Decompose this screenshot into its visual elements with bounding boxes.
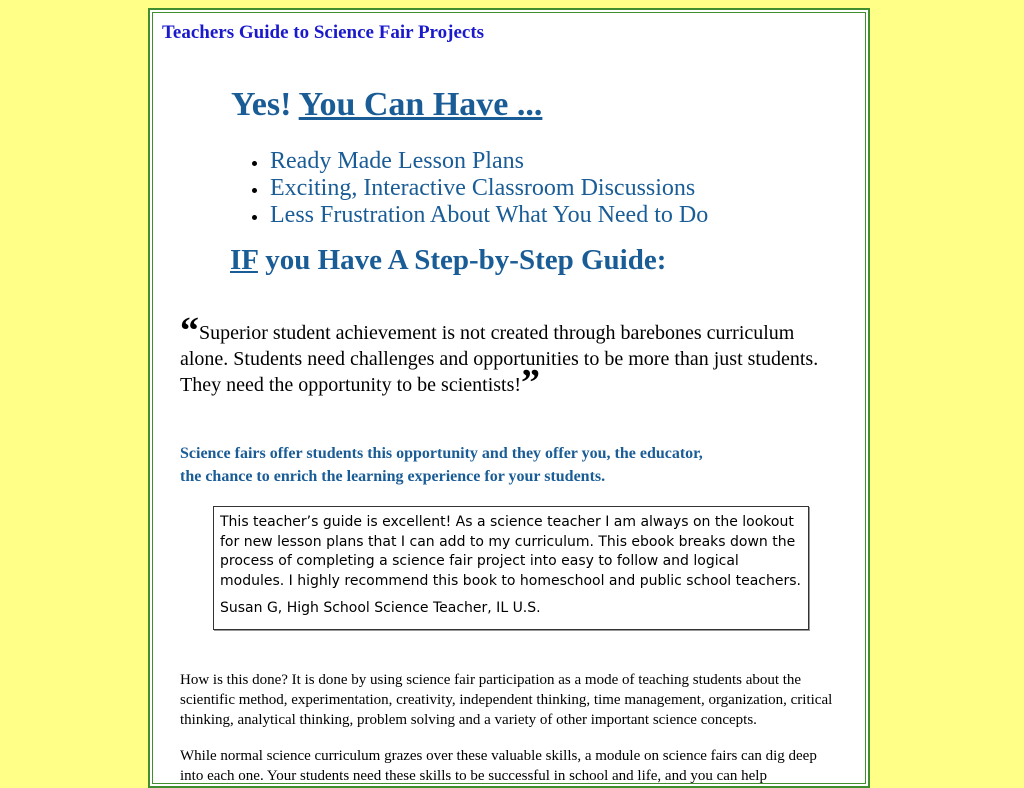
content-frame: [148, 8, 870, 788]
benefit-item: Exciting, Interactive Classroom Discussions: [250, 175, 708, 202]
callout-text: [180, 442, 800, 488]
headline-prefix: Yes!: [231, 86, 299, 123]
testimonial-box: [213, 506, 809, 630]
content-frame-inner-border: [152, 12, 866, 784]
subhead-rest: you Have A Step-by-Step Guide:: [257, 244, 667, 276]
benefits-list: [250, 148, 708, 229]
body-paragraph: How is this done? It is done by using science fair participation as a mode of teaching students about the scientific method, experimentation, creativity, independent thinking, time management, organization, critical thinking, analytical thinking, problem solving and a variety of other important science concepts.: [180, 672, 833, 728]
body-paragraph: While normal science curriculum grazes over these valuable skills, a module on science fairs can dig deep into each one. Your students need these skills to be successful in school and life, and you can help: [180, 748, 817, 784]
benefit-item: Ready Made Lesson Plans: [250, 148, 708, 175]
callout-line-2: the chance to enrich the learning experience for your students.: [180, 468, 606, 485]
subhead-if: IF: [230, 244, 258, 276]
quote-text: Superior student achievement is not created through barebones curriculum alone. Students need challenges and opportunities to be more than just students. They need the opportunity to be scientists!: [180, 322, 819, 396]
quote: [180, 310, 840, 404]
testimonial-author: Susan G, High School Science Teacher, IL U.S.: [220, 600, 541, 616]
close-quote-mark: ”: [521, 362, 541, 404]
benefit-item: Less Frustration About What You Need to Do: [250, 202, 708, 229]
subhead: [230, 244, 666, 277]
headline: [231, 86, 542, 124]
callout-line-1: Science fairs offer students this opportunity and they offer you, the educator,: [180, 445, 703, 462]
site-title: Teachers Guide to Science Fair Projects: [162, 22, 485, 43]
headline-underlined: You Can Have ...: [298, 86, 543, 123]
open-quote-mark: “: [180, 310, 199, 352]
testimonial-text: This teacher’s guide is excellent! As a science teacher I am always on the lookout for new lesson plans that I can add to my curriculum. This ebook breaks down the process of completing a science fair project into easy to follow and logical modules. I highly recommend this book to homeschool and public school teachers.: [220, 514, 801, 589]
